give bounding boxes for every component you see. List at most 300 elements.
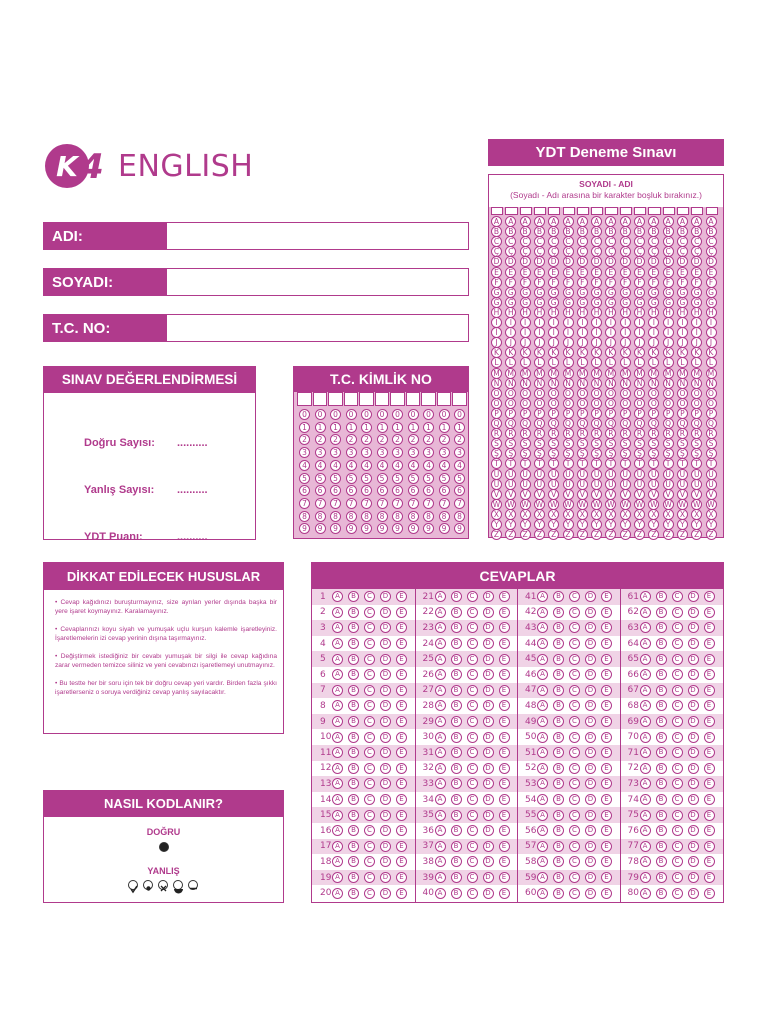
name-letter-bubble[interactable]: S <box>491 438 502 449</box>
answer-option-bubble[interactable]: E <box>499 872 510 883</box>
answer-option-bubble[interactable]: C <box>569 591 580 602</box>
name-letter-bubble[interactable]: X <box>577 509 588 520</box>
answer-option-bubble[interactable]: C <box>672 841 683 852</box>
tc-digit-bubble[interactable]: 6 <box>299 485 310 496</box>
name-letter-bubble[interactable]: I <box>634 317 645 328</box>
tc-digit-bubble[interactable]: 5 <box>315 473 326 484</box>
tc-digit-bubble[interactable]: 3 <box>392 447 403 458</box>
name-letter-bubble[interactable]: O <box>577 388 588 399</box>
name-letter-bubble[interactable]: M <box>663 368 674 379</box>
answer-option-bubble[interactable]: B <box>553 841 564 852</box>
answer-option-bubble[interactable]: E <box>396 591 407 602</box>
answer-option-bubble[interactable]: E <box>704 856 715 867</box>
tc-digit-bubble[interactable]: 2 <box>392 434 403 445</box>
name-letter-bubble[interactable]: Ç <box>534 246 545 257</box>
name-write-box[interactable] <box>491 207 503 215</box>
answer-option-bubble[interactable]: A <box>537 825 548 836</box>
answer-option-bubble[interactable]: A <box>537 622 548 633</box>
name-letter-bubble[interactable]: H <box>677 307 688 318</box>
name-letter-bubble[interactable]: R <box>691 428 702 439</box>
name-letter-bubble[interactable]: S <box>620 438 631 449</box>
answer-option-bubble[interactable]: C <box>364 841 375 852</box>
answer-option-bubble[interactable]: A <box>332 638 343 649</box>
answer-option-bubble[interactable]: E <box>499 763 510 774</box>
answer-option-bubble[interactable]: A <box>640 888 651 899</box>
answer-option-bubble[interactable]: A <box>332 841 343 852</box>
name-letter-bubble[interactable]: A <box>505 216 516 227</box>
tc-digit-bubble[interactable]: 0 <box>361 409 372 420</box>
answer-option-bubble[interactable]: C <box>672 763 683 774</box>
answer-option-bubble[interactable]: B <box>656 841 667 852</box>
answer-option-bubble[interactable]: D <box>688 763 699 774</box>
tc-digit-bubble[interactable]: 1 <box>423 422 434 433</box>
answer-option-bubble[interactable]: A <box>537 669 548 680</box>
name-letter-bubble[interactable]: D <box>706 256 717 267</box>
name-letter-bubble[interactable]: Z <box>577 529 588 540</box>
answer-option-bubble[interactable]: B <box>451 794 462 805</box>
answer-option-bubble[interactable]: E <box>499 591 510 602</box>
name-letter-bubble[interactable]: N <box>691 378 702 389</box>
tc-digit-bubble[interactable]: 9 <box>330 523 341 534</box>
name-letter-bubble[interactable]: Y <box>591 519 602 530</box>
name-letter-bubble[interactable]: W <box>564 499 572 509</box>
name-letter-bubble[interactable]: K <box>605 347 616 358</box>
name-letter-bubble[interactable]: E <box>605 267 616 278</box>
answer-option-bubble[interactable]: A <box>332 669 343 680</box>
answer-option-bubble[interactable]: D <box>483 794 494 805</box>
name-letter-bubble[interactable]: U <box>620 469 631 480</box>
answer-option-bubble[interactable]: B <box>348 622 359 633</box>
answer-option-bubble[interactable]: C <box>364 638 375 649</box>
answer-option-bubble[interactable]: A <box>640 591 651 602</box>
name-letter-bubble[interactable]: Ş <box>534 448 545 459</box>
name-letter-bubble[interactable]: C <box>677 236 688 247</box>
name-letter-bubble[interactable]: K <box>520 347 531 358</box>
answer-option-bubble[interactable]: A <box>435 669 446 680</box>
answer-option-bubble[interactable]: B <box>348 732 359 743</box>
tc-digit-bubble[interactable]: 9 <box>315 523 326 534</box>
name-letter-bubble[interactable]: B <box>706 226 717 237</box>
name-letter-bubble[interactable]: X <box>605 509 616 520</box>
answer-option-bubble[interactable]: D <box>585 716 596 727</box>
answer-option-bubble[interactable]: E <box>396 763 407 774</box>
name-letter-bubble[interactable]: V <box>663 489 674 500</box>
answer-option-bubble[interactable]: E <box>396 700 407 711</box>
name-letter-bubble[interactable]: Ö <box>634 398 645 409</box>
answer-option-bubble[interactable]: A <box>435 872 446 883</box>
tc-digit-bubble[interactable]: 8 <box>330 511 341 522</box>
name-letter-bubble[interactable]: F <box>634 277 645 288</box>
name-letter-bubble[interactable]: L <box>677 357 688 368</box>
name-letter-bubble[interactable]: D <box>534 256 545 267</box>
name-letter-bubble[interactable]: W <box>692 499 701 509</box>
name-letter-bubble[interactable]: Ö <box>620 398 631 409</box>
name-letter-bubble[interactable]: Ç <box>620 246 631 257</box>
name-letter-bubble[interactable]: Ğ <box>648 297 659 308</box>
name-letter-bubble[interactable]: Y <box>648 519 659 530</box>
name-letter-bubble[interactable]: U <box>691 469 702 480</box>
answer-option-bubble[interactable]: C <box>364 763 375 774</box>
name-letter-bubble[interactable]: U <box>577 469 588 480</box>
name-letter-bubble[interactable]: Ç <box>634 246 645 257</box>
answer-option-bubble[interactable]: D <box>380 607 391 618</box>
name-letter-bubble[interactable]: U <box>706 469 717 480</box>
answer-option-bubble[interactable]: C <box>364 778 375 789</box>
answer-option-bubble[interactable]: C <box>364 825 375 836</box>
name-letter-bubble[interactable]: A <box>591 216 602 227</box>
name-letter-bubble[interactable]: K <box>677 347 688 358</box>
answer-option-bubble[interactable]: E <box>396 810 407 821</box>
name-letter-bubble[interactable]: P <box>548 408 559 419</box>
name-letter-bubble[interactable]: N <box>577 378 588 389</box>
answer-option-bubble[interactable]: C <box>364 872 375 883</box>
answer-option-bubble[interactable]: B <box>348 669 359 680</box>
name-letter-bubble[interactable]: Ğ <box>677 297 688 308</box>
name-letter-bubble[interactable]: Ç <box>505 246 516 257</box>
name-write-box[interactable] <box>534 207 546 215</box>
answer-option-bubble[interactable]: A <box>640 622 651 633</box>
name-letter-bubble[interactable]: P <box>520 408 531 419</box>
name-letter-bubble[interactable]: I <box>648 317 659 328</box>
name-letter-bubble[interactable]: Ö <box>548 398 559 409</box>
answer-option-bubble[interactable]: B <box>451 825 462 836</box>
name-letter-bubble[interactable]: T <box>634 458 645 469</box>
answer-option-bubble[interactable]: D <box>380 778 391 789</box>
name-letter-bubble[interactable]: Ç <box>548 246 559 257</box>
answer-option-bubble[interactable]: D <box>483 778 494 789</box>
name-letter-bubble[interactable]: Q <box>691 418 702 429</box>
answer-option-bubble[interactable]: E <box>601 778 612 789</box>
name-letter-bubble[interactable]: F <box>505 277 516 288</box>
name-letter-bubble[interactable]: Y <box>563 519 574 530</box>
name-letter-bubble[interactable]: N <box>591 378 602 389</box>
name-letter-bubble[interactable]: Z <box>534 529 545 540</box>
name-letter-bubble[interactable]: J <box>620 337 631 348</box>
name-letter-bubble[interactable]: T <box>505 458 516 469</box>
name-letter-bubble[interactable]: O <box>691 388 702 399</box>
answer-option-bubble[interactable]: D <box>688 841 699 852</box>
tc-digit-bubble[interactable]: 8 <box>408 511 419 522</box>
answer-option-bubble[interactable]: C <box>569 825 580 836</box>
name-letter-bubble[interactable]: B <box>577 226 588 237</box>
answer-option-bubble[interactable]: E <box>704 794 715 805</box>
name-letter-bubble[interactable]: D <box>634 256 645 267</box>
name-letter-bubble[interactable]: G <box>534 287 545 298</box>
name-letter-bubble[interactable]: V <box>634 489 645 500</box>
tc-digit-bubble[interactable]: 7 <box>330 498 341 509</box>
tc-digit-bubble[interactable]: 9 <box>392 523 403 534</box>
name-letter-bubble[interactable]: F <box>534 277 545 288</box>
tc-write-box[interactable] <box>313 392 328 406</box>
tc-digit-bubble[interactable]: 2 <box>377 434 388 445</box>
name-letter-bubble[interactable]: K <box>634 347 645 358</box>
name-letter-bubble[interactable]: X <box>677 509 688 520</box>
name-letter-bubble[interactable]: Ş <box>677 448 688 459</box>
answer-option-bubble[interactable]: B <box>451 778 462 789</box>
answer-option-bubble[interactable]: E <box>499 747 510 758</box>
name-letter-bubble[interactable]: E <box>634 267 645 278</box>
tc-digit-bubble[interactable]: 5 <box>361 473 372 484</box>
answer-option-bubble[interactable]: D <box>483 841 494 852</box>
answer-option-bubble[interactable]: C <box>569 622 580 633</box>
name-letter-bubble[interactable]: R <box>605 428 616 439</box>
answer-option-bubble[interactable]: B <box>451 654 462 665</box>
answer-option-bubble[interactable]: B <box>656 872 667 883</box>
answer-option-bubble[interactable]: B <box>553 591 564 602</box>
name-letter-bubble[interactable]: U <box>491 469 502 480</box>
name-letter-bubble[interactable]: G <box>563 287 574 298</box>
name-letter-bubble[interactable]: D <box>491 256 502 267</box>
tc-digit-bubble[interactable]: 3 <box>439 447 450 458</box>
name-letter-bubble[interactable]: E <box>648 267 659 278</box>
name-letter-bubble[interactable]: T <box>491 458 502 469</box>
name-letter-bubble[interactable]: X <box>706 509 717 520</box>
answer-option-bubble[interactable]: E <box>704 622 715 633</box>
name-letter-bubble[interactable]: R <box>505 428 516 439</box>
name-letter-bubble[interactable]: X <box>505 509 516 520</box>
name-letter-bubble[interactable]: Q <box>605 418 616 429</box>
name-letter-bubble[interactable]: S <box>548 438 559 449</box>
tc-digit-bubble[interactable]: 0 <box>454 409 465 420</box>
name-letter-bubble[interactable]: İ <box>563 327 574 338</box>
tc-digit-bubble[interactable]: 6 <box>454 485 465 496</box>
name-letter-bubble[interactable]: D <box>663 256 674 267</box>
name-letter-bubble[interactable]: T <box>677 458 688 469</box>
name-letter-bubble[interactable]: N <box>520 378 531 389</box>
tc-digit-bubble[interactable]: 2 <box>408 434 419 445</box>
answer-option-bubble[interactable]: A <box>435 778 446 789</box>
name-letter-bubble[interactable]: I <box>605 317 616 328</box>
answer-option-bubble[interactable]: C <box>569 732 580 743</box>
name-letter-bubble[interactable]: Z <box>620 529 631 540</box>
name-letter-bubble[interactable]: W <box>664 499 672 509</box>
name-letter-bubble[interactable]: Ğ <box>563 297 574 308</box>
tc-digit-bubble[interactable]: 2 <box>330 434 341 445</box>
answer-option-bubble[interactable]: C <box>569 638 580 649</box>
name-letter-bubble[interactable]: İ <box>505 327 516 338</box>
answer-option-bubble[interactable]: D <box>483 685 494 696</box>
name-letter-bubble[interactable]: Ö <box>677 398 688 409</box>
answer-option-bubble[interactable]: B <box>656 825 667 836</box>
tc-digit-bubble[interactable]: 2 <box>299 434 310 445</box>
answer-option-bubble[interactable]: A <box>537 654 548 665</box>
answer-option-bubble[interactable]: C <box>467 654 478 665</box>
name-letter-bubble[interactable]: C <box>605 236 616 247</box>
name-letter-bubble[interactable]: Ğ <box>634 297 645 308</box>
answer-option-bubble[interactable]: D <box>585 810 596 821</box>
name-letter-bubble[interactable]: A <box>563 216 574 227</box>
name-letter-bubble[interactable]: Ü <box>563 479 574 490</box>
name-letter-bubble[interactable]: İ <box>634 327 645 338</box>
answer-option-bubble[interactable]: D <box>688 856 699 867</box>
answer-option-bubble[interactable]: D <box>380 700 391 711</box>
name-letter-bubble[interactable]: V <box>591 489 602 500</box>
name-letter-bubble[interactable]: A <box>534 216 545 227</box>
tc-digit-bubble[interactable]: 7 <box>315 498 326 509</box>
answer-option-bubble[interactable]: E <box>704 841 715 852</box>
tc-digit-bubble[interactable]: 4 <box>315 460 326 471</box>
answer-option-bubble[interactable]: A <box>332 732 343 743</box>
name-letter-bubble[interactable]: C <box>577 236 588 247</box>
answer-option-bubble[interactable]: E <box>396 622 407 633</box>
answer-option-bubble[interactable]: A <box>332 747 343 758</box>
name-letter-bubble[interactable]: H <box>563 307 574 318</box>
name-letter-bubble[interactable]: J <box>520 337 531 348</box>
name-letter-bubble[interactable]: Ö <box>520 398 531 409</box>
answer-option-bubble[interactable]: C <box>672 700 683 711</box>
name-letter-bubble[interactable]: Ç <box>663 246 674 257</box>
name-letter-bubble[interactable]: C <box>691 236 702 247</box>
answer-option-bubble[interactable]: A <box>640 810 651 821</box>
answer-option-bubble[interactable]: D <box>483 763 494 774</box>
name-letter-bubble[interactable]: K <box>563 347 574 358</box>
name-letter-bubble[interactable]: X <box>663 509 674 520</box>
name-letter-bubble[interactable]: E <box>520 267 531 278</box>
tc-write-box[interactable] <box>328 392 343 406</box>
name-letter-bubble[interactable]: P <box>663 408 674 419</box>
answer-option-bubble[interactable]: D <box>688 716 699 727</box>
name-letter-bubble[interactable]: S <box>634 438 645 449</box>
answer-option-bubble[interactable]: B <box>348 888 359 899</box>
name-letter-bubble[interactable]: Ç <box>706 246 717 257</box>
name-letter-bubble[interactable]: Ç <box>591 246 602 257</box>
answer-option-bubble[interactable]: C <box>569 700 580 711</box>
name-letter-bubble[interactable]: B <box>663 226 674 237</box>
name-letter-bubble[interactable]: M <box>691 368 702 379</box>
name-letter-bubble[interactable]: V <box>563 489 574 500</box>
name-letter-bubble[interactable]: R <box>591 428 602 439</box>
name-letter-bubble[interactable]: D <box>605 256 616 267</box>
tc-digit-bubble[interactable]: 4 <box>408 460 419 471</box>
tc-digit-bubble[interactable]: 0 <box>299 409 310 420</box>
name-letter-bubble[interactable]: J <box>577 337 588 348</box>
name-write-box[interactable] <box>634 207 646 215</box>
answer-option-bubble[interactable]: E <box>704 654 715 665</box>
name-letter-bubble[interactable]: B <box>605 226 616 237</box>
name-letter-bubble[interactable]: Ç <box>691 246 702 257</box>
answer-option-bubble[interactable]: C <box>569 716 580 727</box>
name-letter-bubble[interactable]: D <box>648 256 659 267</box>
answer-option-bubble[interactable]: C <box>364 685 375 696</box>
answer-option-bubble[interactable]: E <box>396 872 407 883</box>
answer-option-bubble[interactable]: B <box>348 763 359 774</box>
tc-digit-bubble[interactable]: 1 <box>377 422 388 433</box>
tc-write-box[interactable] <box>359 392 374 406</box>
answer-option-bubble[interactable]: C <box>364 794 375 805</box>
answer-option-bubble[interactable]: A <box>435 700 446 711</box>
tc-digit-bubble[interactable]: 5 <box>439 473 450 484</box>
name-letter-bubble[interactable]: E <box>691 267 702 278</box>
answer-option-bubble[interactable]: C <box>467 607 478 618</box>
answer-option-bubble[interactable]: B <box>553 685 564 696</box>
name-letter-bubble[interactable]: P <box>634 408 645 419</box>
name-letter-bubble[interactable]: V <box>548 489 559 500</box>
name-letter-bubble[interactable]: B <box>620 226 631 237</box>
name-letter-bubble[interactable]: L <box>634 357 645 368</box>
name-letter-bubble[interactable]: Y <box>663 519 674 530</box>
answer-option-bubble[interactable]: A <box>640 841 651 852</box>
name-letter-bubble[interactable]: H <box>548 307 559 318</box>
answer-option-bubble[interactable]: C <box>467 778 478 789</box>
answer-option-bubble[interactable]: E <box>601 810 612 821</box>
tc-digit-bubble[interactable]: 3 <box>299 447 310 458</box>
answer-option-bubble[interactable]: B <box>656 794 667 805</box>
answer-option-bubble[interactable]: E <box>601 638 612 649</box>
name-letter-bubble[interactable]: B <box>691 226 702 237</box>
tc-digit-bubble[interactable]: 0 <box>439 409 450 420</box>
tc-digit-bubble[interactable]: 7 <box>423 498 434 509</box>
name-write-box[interactable] <box>620 207 632 215</box>
name-write-box[interactable] <box>591 207 603 215</box>
tc-digit-bubble[interactable]: 6 <box>330 485 341 496</box>
tc-digit-bubble[interactable]: 2 <box>454 434 465 445</box>
tc-digit-bubble[interactable]: 4 <box>299 460 310 471</box>
name-letter-bubble[interactable]: M <box>563 368 574 379</box>
name-letter-bubble[interactable]: O <box>605 388 616 399</box>
name-letter-bubble[interactable]: Ü <box>577 479 588 490</box>
answer-option-bubble[interactable]: D <box>380 888 391 899</box>
name-letter-bubble[interactable]: S <box>520 438 531 449</box>
answer-option-bubble[interactable]: C <box>672 732 683 743</box>
name-letter-bubble[interactable]: K <box>663 347 674 358</box>
answer-option-bubble[interactable]: B <box>451 747 462 758</box>
name-letter-bubble[interactable]: M <box>520 368 531 379</box>
name-letter-bubble[interactable]: L <box>505 357 516 368</box>
name-letter-bubble[interactable]: D <box>505 256 516 267</box>
name-letter-bubble[interactable]: J <box>491 337 502 348</box>
answer-option-bubble[interactable]: A <box>435 841 446 852</box>
name-letter-bubble[interactable]: T <box>520 458 531 469</box>
answer-option-bubble[interactable]: C <box>364 669 375 680</box>
name-letter-bubble[interactable]: O <box>534 388 545 399</box>
name-letter-bubble[interactable]: W <box>607 499 615 509</box>
tc-digit-bubble[interactable]: 9 <box>346 523 357 534</box>
name-letter-bubble[interactable]: Ü <box>634 479 645 490</box>
name-letter-bubble[interactable]: Q <box>520 418 531 429</box>
name-letter-bubble[interactable]: T <box>605 458 616 469</box>
answer-option-bubble[interactable]: C <box>467 591 478 602</box>
name-letter-bubble[interactable]: Ç <box>677 246 688 257</box>
answer-option-bubble[interactable]: A <box>435 716 446 727</box>
name-letter-bubble[interactable]: Ö <box>505 398 516 409</box>
name-letter-bubble[interactable]: O <box>491 388 502 399</box>
tc-digit-bubble[interactable]: 5 <box>423 473 434 484</box>
answer-option-bubble[interactable]: B <box>553 856 564 867</box>
answer-option-bubble[interactable]: E <box>499 810 510 821</box>
answer-option-bubble[interactable]: B <box>553 607 564 618</box>
answer-option-bubble[interactable]: A <box>537 841 548 852</box>
answer-option-bubble[interactable]: C <box>672 747 683 758</box>
name-letter-bubble[interactable]: Q <box>534 418 545 429</box>
answer-option-bubble[interactable]: B <box>553 700 564 711</box>
name-letter-bubble[interactable]: N <box>563 378 574 389</box>
name-letter-bubble[interactable]: Ğ <box>605 297 616 308</box>
name-letter-bubble[interactable]: N <box>605 378 616 389</box>
name-letter-bubble[interactable]: W <box>678 499 687 509</box>
name-letter-bubble[interactable]: A <box>663 216 674 227</box>
answer-option-bubble[interactable]: B <box>656 685 667 696</box>
name-letter-bubble[interactable]: L <box>548 357 559 368</box>
name-letter-bubble[interactable]: Z <box>706 529 717 540</box>
tc-digit-bubble[interactable]: 5 <box>454 473 465 484</box>
name-letter-bubble[interactable]: İ <box>691 327 702 338</box>
answer-option-bubble[interactable]: B <box>348 747 359 758</box>
name-letter-bubble[interactable]: M <box>505 368 516 379</box>
answer-option-bubble[interactable]: D <box>380 669 391 680</box>
tc-digit-bubble[interactable]: 9 <box>423 523 434 534</box>
name-letter-bubble[interactable]: D <box>563 256 574 267</box>
name-letter-bubble[interactable]: K <box>577 347 588 358</box>
